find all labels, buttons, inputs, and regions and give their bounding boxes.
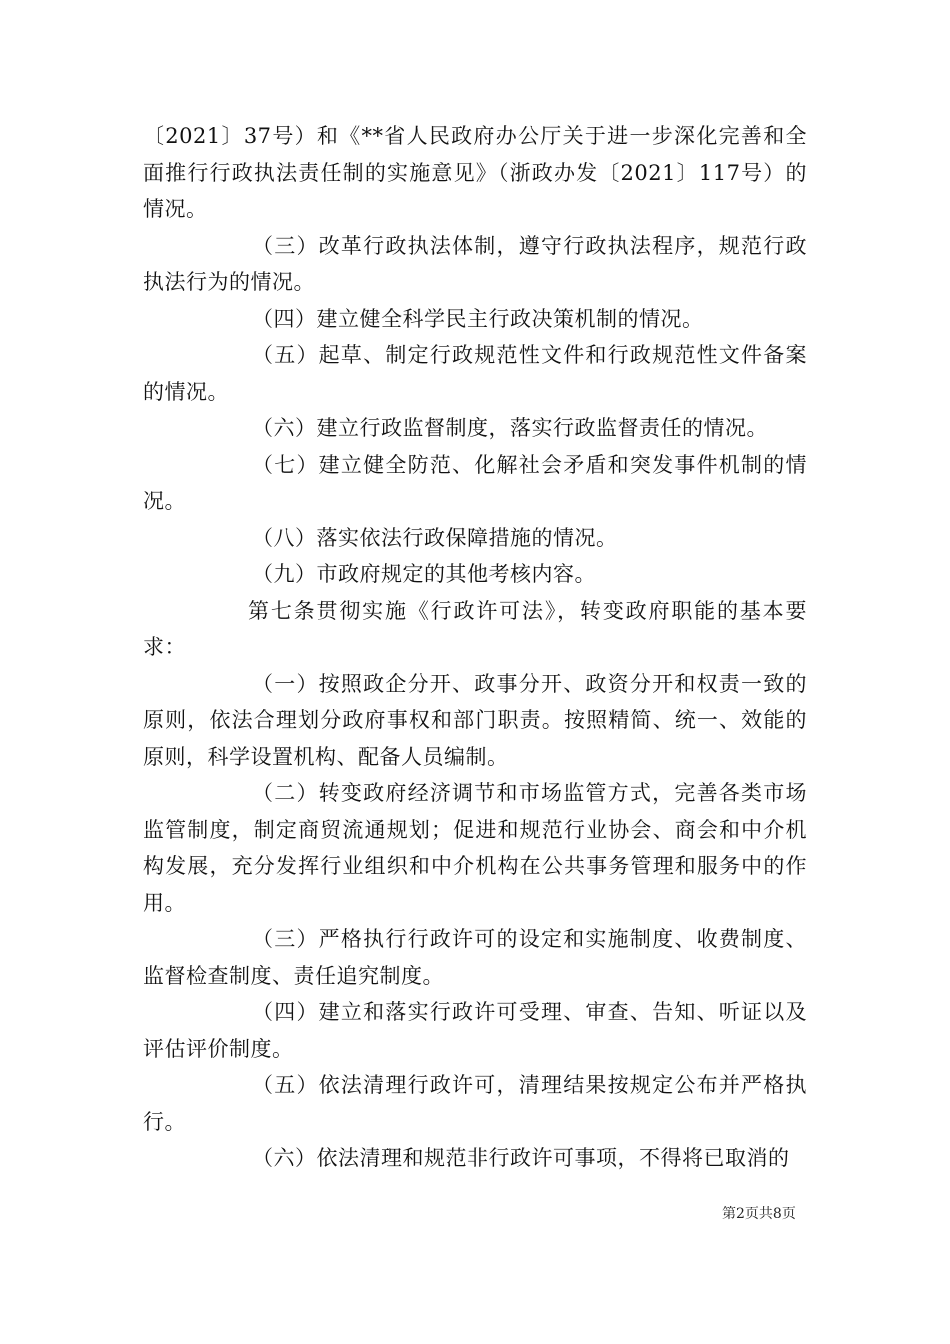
paragraph-item-3: （三）改革行政执法体制，遵守行政执法程序，规范行政执法行为的情况。 [143, 233, 807, 294]
paragraph-article-7-item-4: （四）建立和落实行政许可受理、审查、告知、听证以及评估评价制度。 [143, 1000, 807, 1061]
paragraph-item-5: （五）起草、制定行政规范性文件和行政规范性文件备案的情况。 [143, 343, 807, 404]
paragraph-item-7: （七）建立健全防范、化解社会矛盾和突发事件机制的情况。 [143, 452, 807, 513]
paragraph-article-7-item-3: （三）严格执行行政许可的设定和实施制度、收费制度、监督检查制度、责任追究制度。 [143, 927, 807, 988]
paragraph-article-7-item-5: （五）依法清理行政许可，清理结果按规定公布并严格执行。 [143, 1073, 807, 1134]
paragraph-item-4: （四）建立健全科学民主行政决策机制的情况。 [252, 306, 704, 331]
paragraph-item-8: （八）落实依法行政保障措施的情况。 [252, 525, 618, 550]
paragraph-item-6: （六）建立行政监督制度，落实行政监督责任的情况。 [252, 416, 768, 440]
page-number: 第2页共8页 [722, 1206, 796, 1222]
paragraph-item-9: （九）市政府规定的其他考核内容。 [252, 562, 596, 586]
paragraph-article-7: 第七条贯彻实施《行政许可法》，转变政府职能的基本要求： [143, 598, 807, 659]
paragraph-article-7-item-2: （二）转变政府经济调节和市场监管方式，完善各类市场监管制度，制定商贸流通规划；促进和规范行业协会、商会和中介机构发展，充分发挥行业组织和中介机构在公共事务管理和服务中的作用。 [143, 781, 807, 915]
document-body [143, 118, 807, 1177]
paragraph-continuation: 〔2021〕37号）和《**省人民政府办公厅关于进一步深化完善和全面推行行政执法责任制的实施意见》（浙政办发〔2021〕117号）的情况。 [143, 124, 807, 221]
paragraph-article-7-item-1: （一）按照政企分开、政事分开、政资分开和权责一致的原则，依法合理划分政府事权和部门职责。按照精简、统一、效能的原则，科学设置机构、配备人员编制。 [143, 671, 807, 769]
paragraph-article-7-item-6: （六）依法清理和规范非行政许可事项，不得将已取消的 [252, 1146, 790, 1170]
